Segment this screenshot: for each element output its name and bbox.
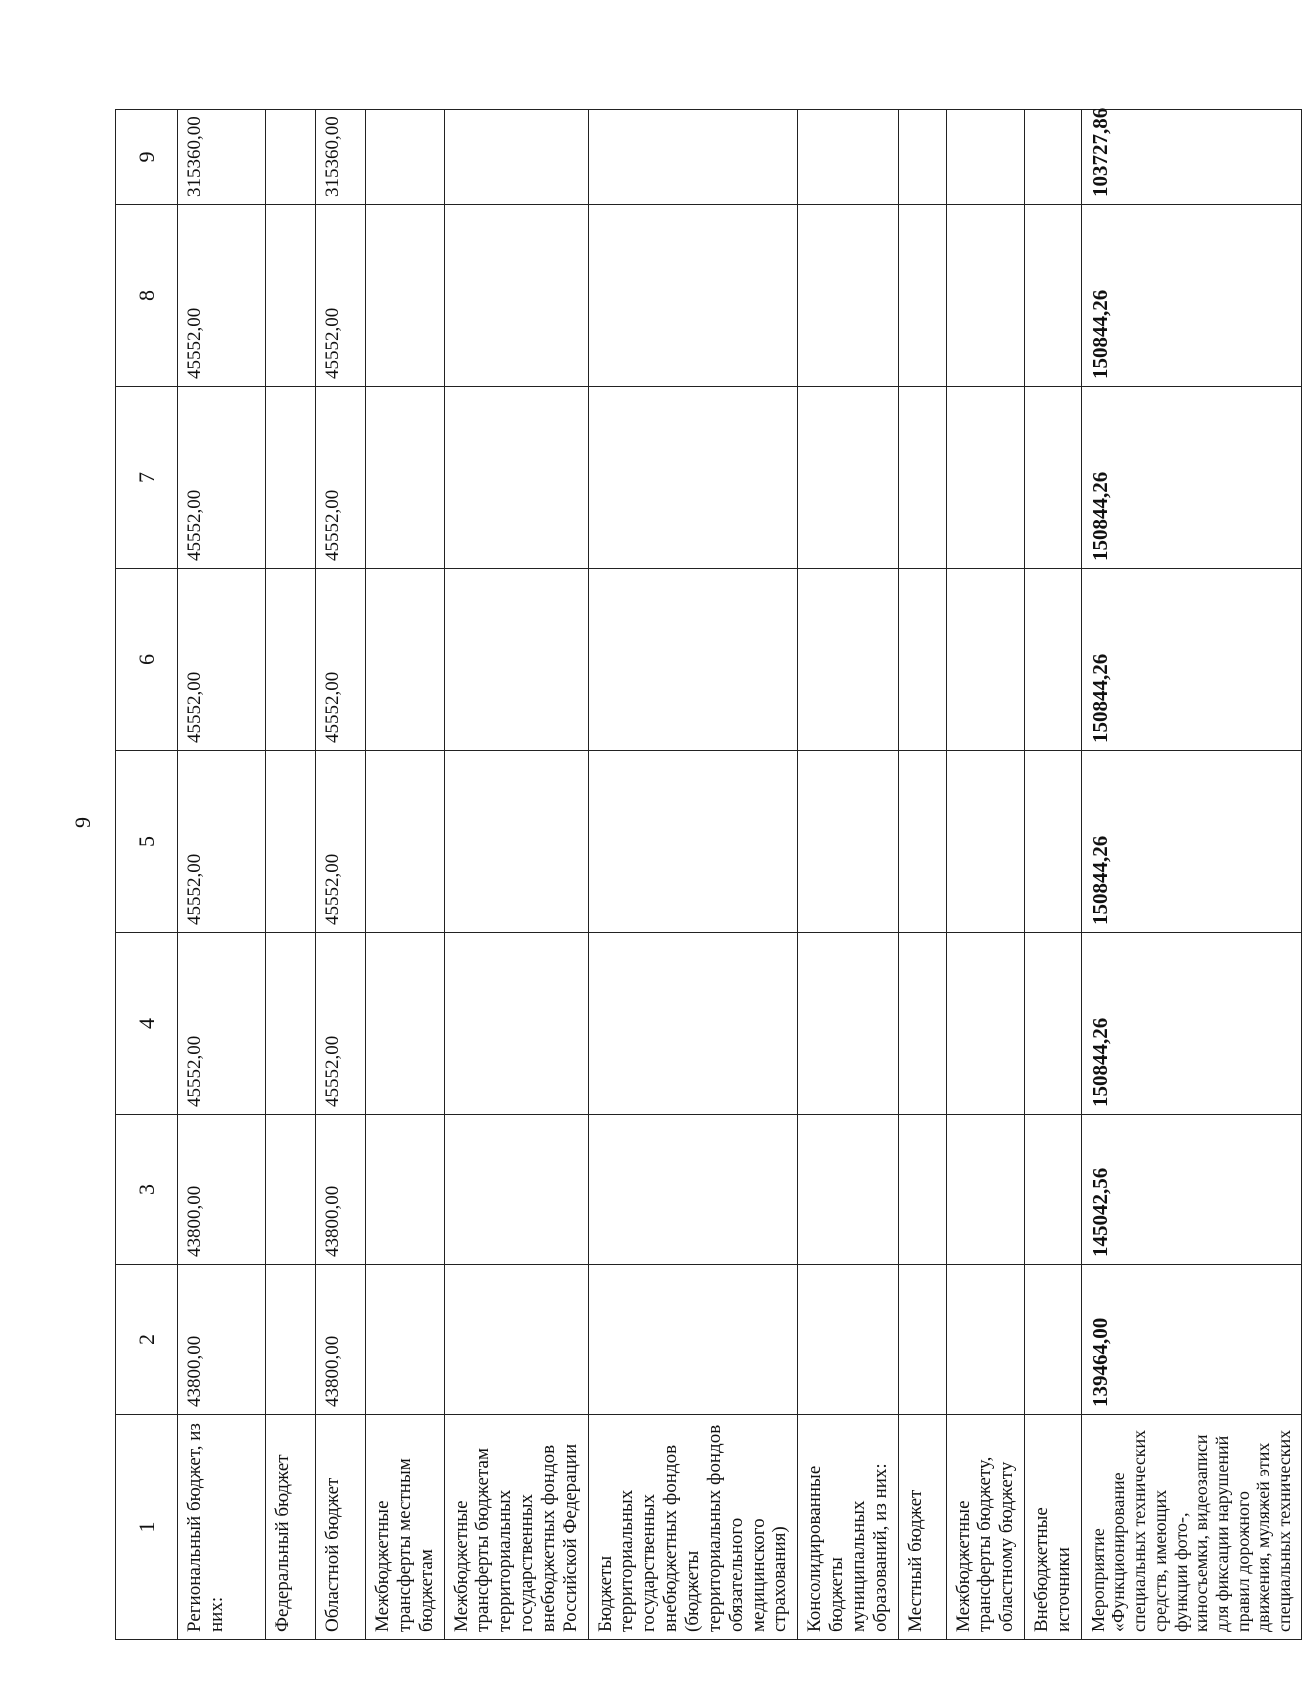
column-header: 8: [116, 205, 178, 387]
table-cell: [1025, 569, 1082, 751]
table-cell: [898, 110, 946, 205]
table-cell: 45552,00: [178, 387, 266, 569]
table-cell: [946, 751, 1025, 933]
row-label: Мероприятие «Функционирование специальных технических средств, имеющих функции фото-, киносъемки, видеозаписи для фиксации нарушений правил дорожного движения, муляжей этих специальных технических: [1081, 1415, 1301, 1640]
table-cell: 315360,00: [178, 110, 266, 205]
column-header: 1: [116, 1415, 178, 1640]
table-cell: [798, 569, 898, 751]
table-row: [1025, 110, 1082, 1640]
table-cell: [588, 569, 798, 751]
table-row: [366, 110, 445, 1640]
table-cell: [1025, 1115, 1082, 1265]
column-header: 2: [116, 1265, 178, 1415]
table-cell: [946, 110, 1025, 205]
table-cell: [588, 1265, 798, 1415]
column-header: 4: [116, 933, 178, 1115]
table-row: [444, 110, 588, 1640]
table-cell: [798, 933, 898, 1115]
table-cell: [946, 205, 1025, 387]
row-label: Консолидированные бюджеты муниципальных образований, из них:: [798, 1415, 898, 1640]
table-cell: [266, 569, 316, 751]
table-row: [946, 110, 1025, 1640]
column-header: 3: [116, 1115, 178, 1265]
table-cell: [946, 933, 1025, 1115]
table-cell: [444, 933, 588, 1115]
table-cell: [266, 1265, 316, 1415]
table-cell: [946, 387, 1025, 569]
table-header-row: [116, 110, 178, 1640]
table-cell: [898, 387, 946, 569]
table-cell: 43800,00: [316, 1115, 366, 1265]
table-cell: 45552,00: [316, 387, 366, 569]
row-label: Федеральный бюджет: [266, 1415, 316, 1640]
table-cell: 43800,00: [178, 1265, 266, 1415]
table-cell: [444, 1265, 588, 1415]
row-label: Областной бюджет: [316, 1415, 366, 1640]
table-cell: [898, 751, 946, 933]
table-row: [798, 110, 898, 1640]
table-cell: [266, 751, 316, 933]
table-cell: 150844,26: [1081, 933, 1301, 1115]
table-row: [316, 110, 366, 1640]
table-cell: [588, 387, 798, 569]
table-row: [266, 110, 316, 1640]
table-cell: 45552,00: [178, 751, 266, 933]
table-cell: [444, 751, 588, 933]
table-cell: [898, 1265, 946, 1415]
table-cell: [366, 1115, 445, 1265]
table-cell: 150844,26: [1081, 569, 1301, 751]
table-cell: 315360,00: [316, 110, 366, 205]
table-cell: [588, 205, 798, 387]
table-cell: [798, 205, 898, 387]
table-row: [588, 110, 798, 1640]
table-cell: [798, 1265, 898, 1415]
table-cell: 43800,00: [178, 1115, 266, 1265]
table-cell: 45552,00: [316, 569, 366, 751]
table-cell: [798, 387, 898, 569]
table-cell: [366, 205, 445, 387]
row-label: Местный бюджет: [898, 1415, 946, 1640]
column-header: 5: [116, 751, 178, 933]
table-row: [1081, 110, 1301, 1640]
table-cell: 150844,26: [1081, 205, 1301, 387]
table-cell: [366, 933, 445, 1115]
page-number: 9: [70, 817, 95, 828]
table-cell: [266, 933, 316, 1115]
table-cell: [1025, 933, 1082, 1115]
table-cell: 43800,00: [316, 1265, 366, 1415]
table-cell: [588, 110, 798, 205]
row-label: Внебюджетные источники: [1025, 1415, 1082, 1640]
table-cell: [588, 933, 798, 1115]
table-cell: 145042,56: [1081, 1115, 1301, 1265]
table-cell: [366, 751, 445, 933]
column-header: 6: [116, 569, 178, 751]
table-cell: [588, 751, 798, 933]
table-cell: [946, 1115, 1025, 1265]
table-cell: [266, 205, 316, 387]
row-label: Межбюджетные трансферты бюджету, областному бюджету: [946, 1415, 1025, 1640]
table-row: [178, 110, 266, 1640]
table-cell: [1025, 110, 1082, 205]
table-cell: [444, 205, 588, 387]
table-cell: [946, 569, 1025, 751]
table-cell: [1025, 387, 1082, 569]
table-cell: [898, 1115, 946, 1265]
table-cell: [898, 205, 946, 387]
rotated-table-container: [115, 107, 1294, 1640]
table-cell: [898, 569, 946, 751]
table-cell: [444, 569, 588, 751]
table-cell: [266, 387, 316, 569]
row-label: Межбюджетные трансферты местным бюджетам: [366, 1415, 445, 1640]
table-cell: [798, 110, 898, 205]
table-cell: [798, 751, 898, 933]
table-row: [898, 110, 946, 1640]
table-cell: 45552,00: [178, 569, 266, 751]
table-cell: [1025, 751, 1082, 933]
row-label: Региональный бюджет, из них:: [178, 1415, 266, 1640]
table-cell: 45552,00: [316, 205, 366, 387]
table-cell: [266, 1115, 316, 1265]
budget-table: [115, 109, 1302, 1640]
table-cell: [444, 1115, 588, 1265]
table-cell: [1025, 1265, 1082, 1415]
row-label: Бюджеты территориальных государственных внебюджетных фондов (бюджеты территориальных фондов обязательного медицинского страхования): [588, 1415, 798, 1640]
row-label: Межбюджетные трансферты бюджетам территориальных государственных внебюджетных фондов Российской Федерации: [444, 1415, 588, 1640]
table-cell: 45552,00: [316, 751, 366, 933]
table-cell: [366, 110, 445, 205]
column-header: 9: [116, 110, 178, 205]
table-cell: [366, 387, 445, 569]
table-cell: [266, 110, 316, 205]
table-cell: 45552,00: [178, 205, 266, 387]
table-cell: [444, 387, 588, 569]
table-cell: [1025, 205, 1082, 387]
table-cell: [798, 1115, 898, 1265]
table-cell: [588, 1115, 798, 1265]
table-cell: [898, 933, 946, 1115]
table-cell: [946, 1265, 1025, 1415]
column-header: 7: [116, 387, 178, 569]
table-cell: 139464,00: [1081, 1265, 1301, 1415]
table-cell: [444, 110, 588, 205]
table-cell: 103727,86: [1081, 110, 1301, 205]
table-cell: [366, 569, 445, 751]
table-cell: 45552,00: [316, 933, 366, 1115]
table-cell: [366, 1265, 445, 1415]
table-cell: 150844,26: [1081, 387, 1301, 569]
table-cell: 45552,00: [178, 933, 266, 1115]
table-cell: 150844,26: [1081, 751, 1301, 933]
